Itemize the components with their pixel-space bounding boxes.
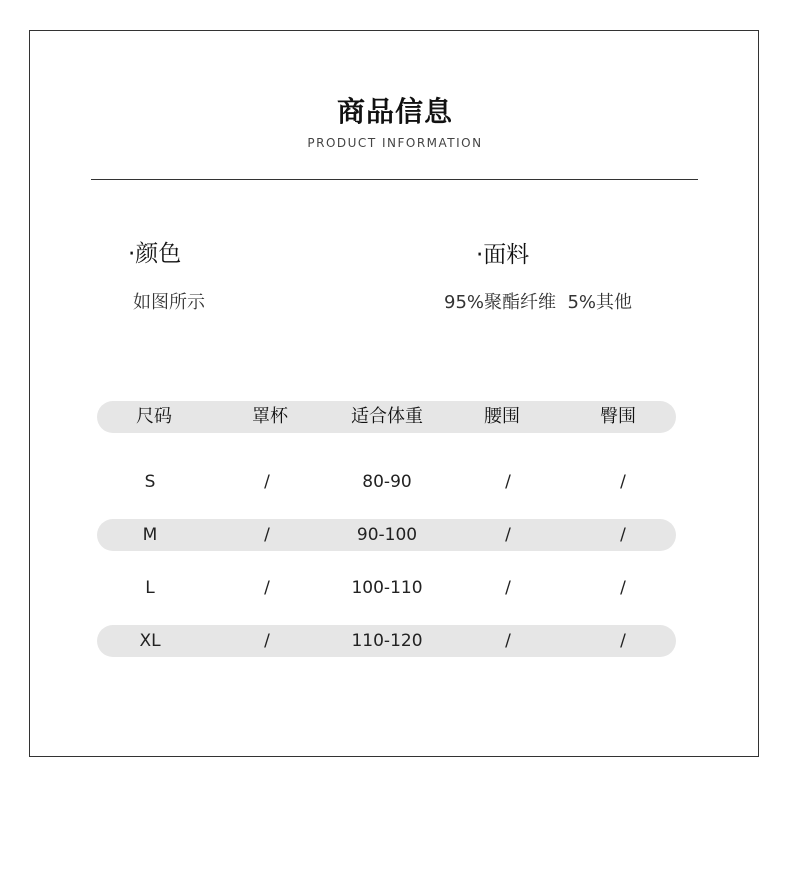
table-cell: / <box>505 631 511 651</box>
table-cell: 110-120 <box>351 631 423 651</box>
title-divider <box>91 179 698 180</box>
table-row <box>97 572 676 604</box>
color-label: ·颜色 <box>128 241 182 267</box>
size-table-header <box>97 401 676 433</box>
table-cell: / <box>264 578 270 598</box>
table-cell: / <box>505 578 511 598</box>
table-cell: / <box>264 472 270 492</box>
table-cell: 80-90 <box>362 472 412 492</box>
fabric-value: 95%聚酯纤维 5%其他 <box>444 292 633 313</box>
table-cell: / <box>620 631 626 651</box>
table-cell: 90-100 <box>356 525 418 545</box>
table-row <box>97 625 676 657</box>
color-value: 如图所示 <box>133 292 205 313</box>
header-cell-size: 尺码 <box>136 406 172 427</box>
table-cell: S <box>144 472 156 492</box>
table-cell: / <box>505 525 511 545</box>
fabric-label: ·面料 <box>476 242 530 268</box>
header-cell-weight: 适合体重 <box>351 406 423 427</box>
page-subtitle: PRODUCT INFORMATION <box>307 136 483 150</box>
table-cell: L <box>145 578 155 598</box>
table-row <box>97 519 676 551</box>
table-cell: / <box>620 525 626 545</box>
table-cell: XL <box>139 631 161 651</box>
header-cell-cup: 罩杯 <box>252 406 288 427</box>
table-cell: / <box>264 631 270 651</box>
header-cell-hip: 臀围 <box>600 406 636 427</box>
table-cell: / <box>620 472 626 492</box>
table-row <box>97 466 676 498</box>
header-cell-waist: 腰围 <box>484 406 520 427</box>
table-cell: 100-110 <box>351 578 423 598</box>
table-cell: M <box>142 525 158 545</box>
page-title: 商品信息 <box>336 95 453 128</box>
table-cell: / <box>505 472 511 492</box>
table-cell: / <box>620 578 626 598</box>
table-cell: / <box>264 525 270 545</box>
